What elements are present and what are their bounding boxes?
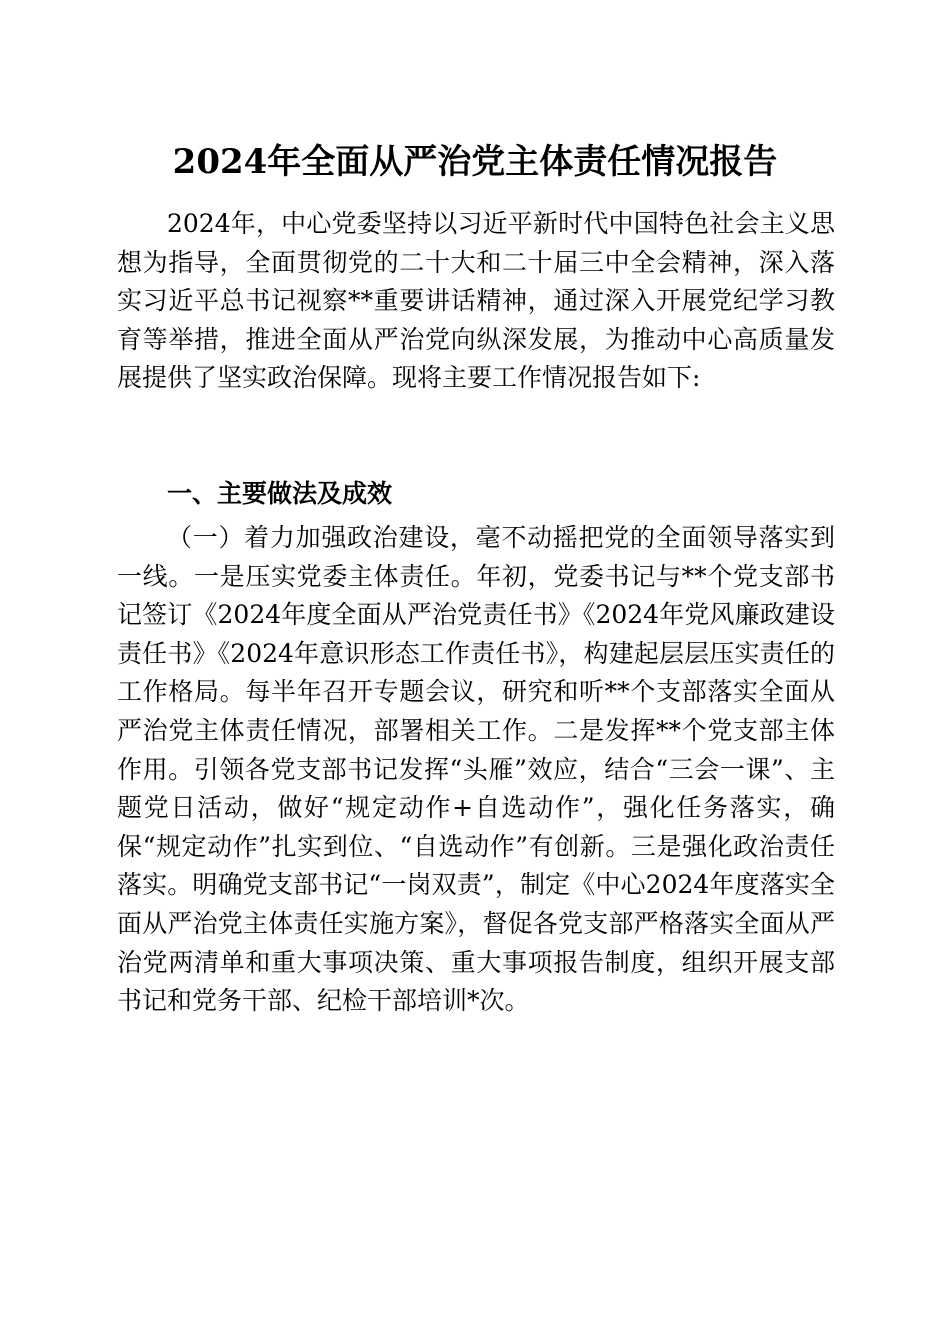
- document-title: 2024年全面从严治党主体责任情况报告: [172, 142, 778, 182]
- intro-paragraph: 2024年，中心党委坚持以习近平新时代中国特色社会主义思想为指导，全面贯彻党的二十大和二十届三中全会精神，深入落实习近平总书记视察**重要讲话精神，通过深入开展党纪学习教育等举措，推进全面从严治党向纵深发展，为推动中心高质量发展提供了坚实政治保障。现将主要工作情况报告如下:: [117, 209, 835, 393]
- section-paragraph: （一）着力加强政治建设，毫不动摇把党的全面领导落实到一线。一是压实党委主体责任。年初，党委书记与**个党支部书记签订《2024年度全面从严治党责任书》《2024年党风廉政建设责任书》《2024年意识形态工作责任书》，构建起层层压实责任的工作格局。每半年召开专题会议，研究和听**个支部落实全面从严治党主体责任情况，部署相关工作。二是发挥**个党支部主体作用。引领各党支部书记发挥“头雁”效应，结合“三会一课”、主题党日活动，做好“规定动作+自选动作”，强化任务落实，确保“规定动作”扎实到位、“自选动作”有创新。三是强化政治责任落实。明确党支部书记“一岗双责”，制定《中心2024年度落实全面从严治党主体责任实施方案》，督促各党支部严格落实全面从严治党两清单和重大事项决策、重大事项报告制度，组织开展支部书记和党务干部、纪检干部培训*次。: [117, 523, 835, 1016]
- section-heading: 一、主要做法及成效: [167, 479, 393, 508]
